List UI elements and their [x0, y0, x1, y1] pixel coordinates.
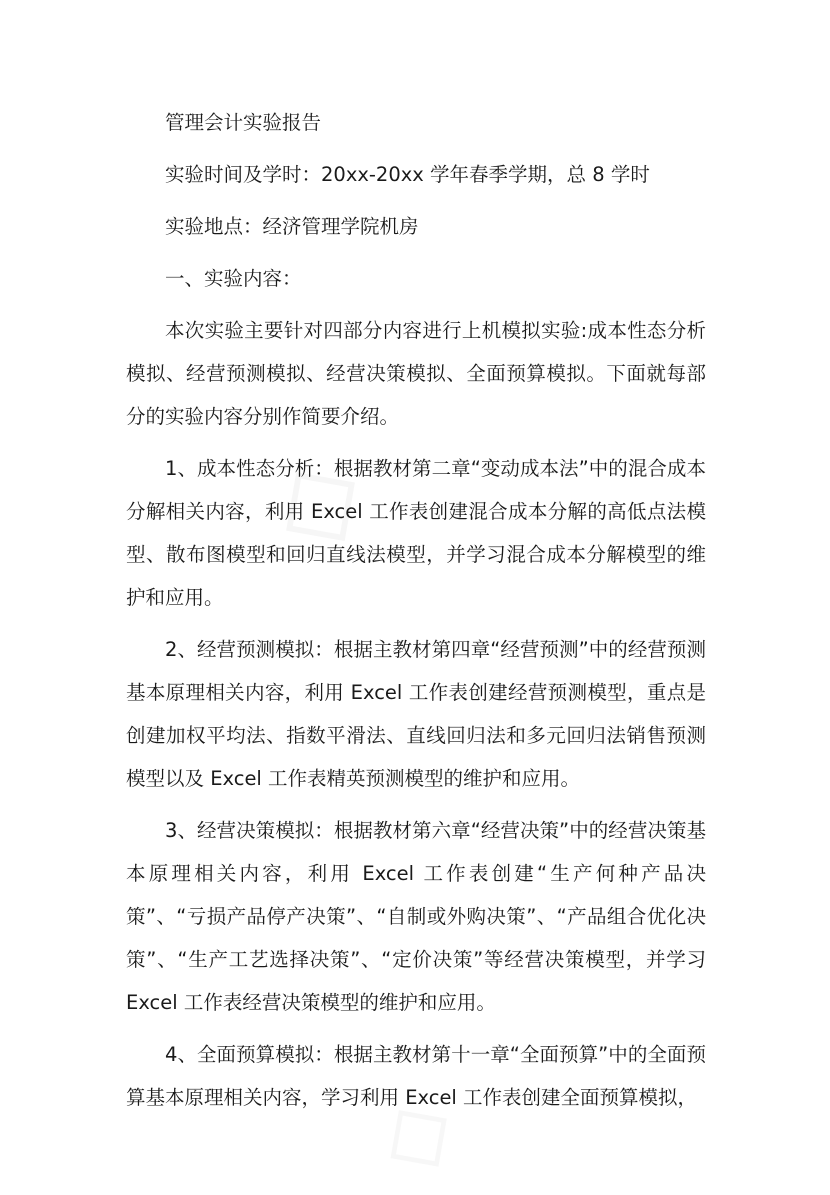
watermark-bottom: ◇ — [356, 1069, 474, 1195]
section-heading: 一、实验内容： — [165, 267, 302, 290]
experiment-location: 实验地点：经济管理学院机房 — [165, 215, 419, 238]
experiment-time: 实验时间及学时：20xx-20xx 学年春季学期，总 8 学时 — [165, 163, 650, 186]
intro-paragraph: 本次实验主要针对四部分内容进行上机模拟实验:成本性态分析模拟、经营预测模拟、经营决策模拟、全面预算模拟。下面就每部分的实验内容分别作简要介绍。 — [126, 319, 706, 428]
document-body — [126, 101, 706, 1128]
document-title: 管理会计实验报告 — [165, 111, 322, 134]
watermark: ◇ — [243, 422, 387, 576]
item-forecast: 2、经营预测模拟：根据主教材第四章“经营预测”中的经营预测基本原理相关内容，利用 Excel 工作表创建经营预测模型，重点是创建加权平均法、指数平滑法、直线回归法和多元回归法销售预测模型以及 Excel 工作表精英预测模型的维护和应用。 — [126, 638, 706, 790]
item-cost-behavior: 1、成本性态分析：根据教材第二章“变动成本法”中的混合成本分解相关内容，利用 Excel 工作表创建混合成本分解的高低点法模型、散布图模型和回归直线法模型，并学习混合成本分解模型的维护和应用。 — [126, 457, 706, 609]
item-decision: 3、经营决策模拟：根据教材第六章“经营决策”中的经营决策基本原理相关内容，利用 Excel 工作表创建“生产何种产品决策”、“亏损产品停产决策”、“自制或外购决策”、“产品组合优化决策”、“生产工艺选择决策”、“定价决策”等经营决策模型，并学习 Excel 工作表经营决策模型的维护和应用。 — [126, 819, 706, 1014]
item-budget: 4、全面预算模拟：根据主教材第十一章“全面预算”中的全面预算基本原理相关内容，学习利用 Excel 工作表创建全面预算模拟， — [126, 1043, 706, 1109]
